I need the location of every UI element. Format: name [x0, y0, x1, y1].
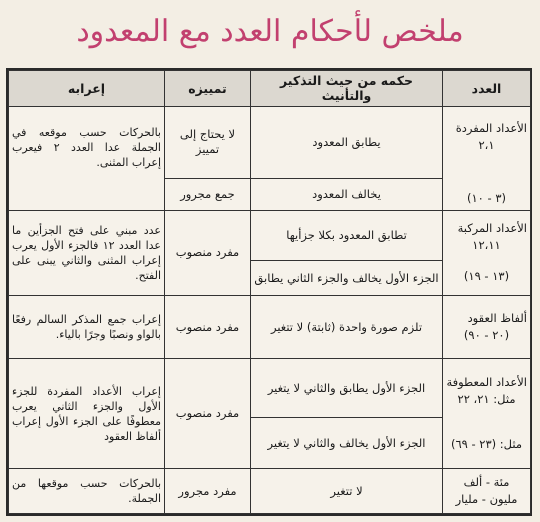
number-cell	[443, 469, 531, 514]
number-name: الأعداد المعطوفة	[446, 375, 527, 390]
number-cell	[443, 106, 531, 210]
header-irab: إعرابه	[9, 71, 165, 107]
tamyiz-cell: جمع مجرور	[165, 178, 251, 210]
tamyiz-cell: مفرد مجرور	[165, 469, 251, 514]
rule-cell: لا تتغير	[251, 469, 443, 514]
table-row	[9, 296, 531, 359]
table-row	[9, 359, 531, 418]
number-name: الأعداد المفردة	[455, 120, 527, 135]
rule-cell: الجزء الأول يطابق والثاني لا يتغير	[251, 359, 443, 418]
rule-cell: الجزء الأول يخالف والثاني لا يتغير	[251, 418, 443, 469]
rules-table	[6, 68, 532, 516]
rule-cell: الجزء الأول يخالف والجزء الثاني يطابق	[251, 261, 443, 296]
table-header-row	[9, 71, 531, 107]
number-example: مثل: (٢٣ - ٦٩)	[450, 437, 523, 452]
header-rule: حكمه من حيث التذكير والتأنيث	[251, 71, 443, 107]
tamyiz-cell: مفرد منصوب	[165, 296, 251, 359]
table-row	[9, 469, 531, 514]
rule-cell: تلزم صورة واحدة (ثابتة) لا تتغير	[251, 296, 443, 359]
number-range: ١٢،١١	[472, 238, 501, 253]
number-cell	[443, 359, 531, 469]
tamyiz-cell: لا يحتاج إلى تمييز	[165, 106, 251, 178]
irab-cell: بالحركات حسب موقعه في الجملة عدا العدد ٢ فيعرب إعراب المثنى.	[9, 106, 165, 210]
header-number: العدد	[443, 71, 531, 107]
number-cell	[443, 296, 531, 359]
header-tamyiz: تمييزه	[165, 71, 251, 107]
number-range: (٢٠ - ٩٠)	[463, 328, 510, 343]
number-cell	[443, 210, 531, 296]
irab-cell: بالحركات حسب موقعها من الجملة.	[9, 469, 165, 514]
rule-cell: يخالف المعدود	[251, 178, 443, 210]
irab-cell: إعراب جمع المذكر السالم رفعًا بالواو ونصبًا وجرًا بالياء.	[9, 296, 165, 359]
number-range: ٢،١	[478, 137, 495, 152]
number-example: مثل: ٢١، ٢٢	[457, 392, 516, 407]
number-name: مليون - مليار	[455, 492, 518, 507]
number-range: (٣ - ١٠)	[466, 190, 506, 205]
number-name: ألفاظ العقود	[467, 311, 527, 326]
number-range: (١٣ - ١٩)	[463, 269, 510, 284]
table-row	[9, 210, 531, 261]
tamyiz-cell: مفرد منصوب	[165, 210, 251, 296]
tamyiz-cell: مفرد منصوب	[165, 359, 251, 469]
page-title: ملخص لأحكام العدد مع المعدود	[76, 14, 464, 49]
number-name: مئة - ألف	[463, 475, 510, 490]
rule-cell: يطابق المعدود	[251, 106, 443, 178]
rule-cell: تطابق المعدود بكلا جزأيها	[251, 210, 443, 261]
table-row	[9, 106, 531, 178]
number-name: الأعداد المركبة	[457, 221, 527, 236]
irab-cell: إعراب الأعداد المفردة للجزء الأول والجزء الثاني يعرب معطوفًا على الجزء الأول إعراب ألفاظ العقود	[9, 359, 165, 469]
irab-cell: عدد مبني على فتح الجزأين ما عدا العدد ١٢ فالجزء الأول يعرب إعراب المثنى والثاني يبنى على الفتح.	[9, 210, 165, 296]
